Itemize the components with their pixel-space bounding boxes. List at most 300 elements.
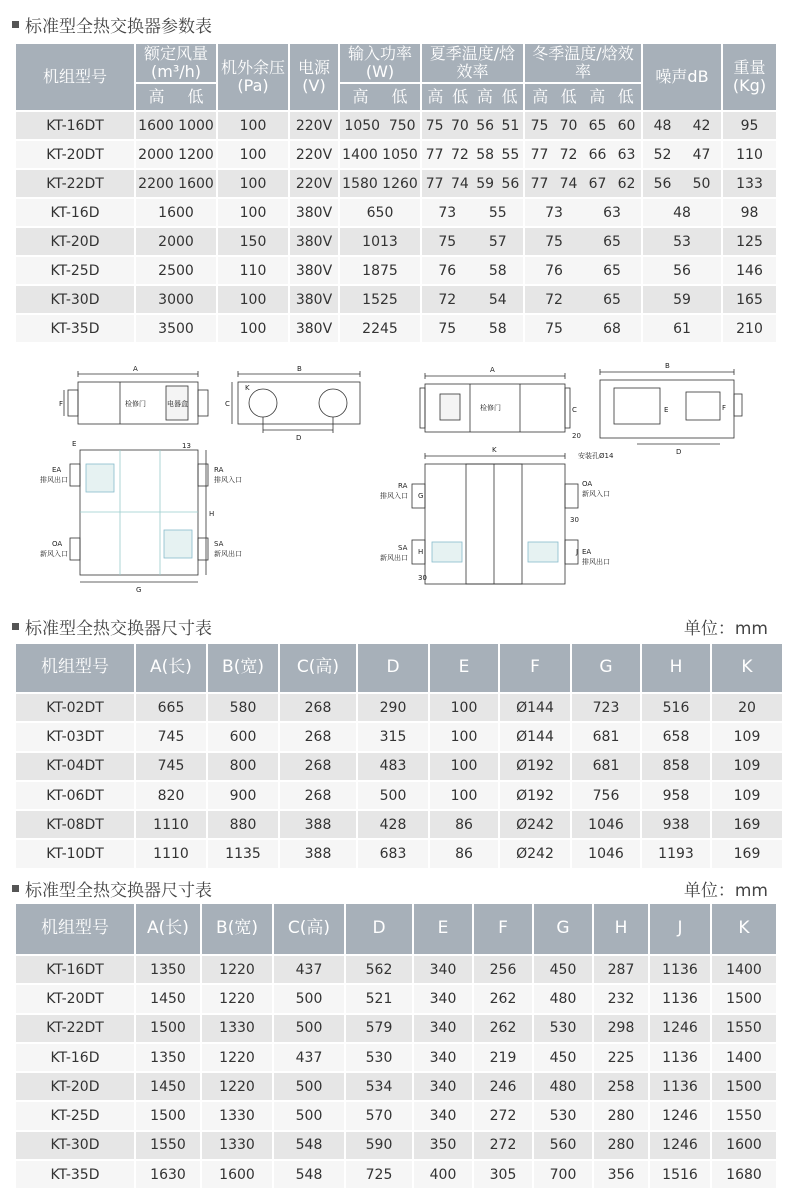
cell-pressure: 100 [217,314,289,343]
label-sa-text: 新风出口 [214,550,242,558]
cell-value: 1600 [138,117,174,134]
cell-value: 70 [559,117,578,134]
header-col-10: K [711,903,777,955]
table-row [15,955,777,984]
cell-value: 66 [588,146,607,163]
cell-value: 745 [135,752,207,781]
cell-value: 1110 [135,839,207,868]
dim-label-g-large: G [418,492,424,500]
dim-label-k-large: K [492,446,497,454]
cell-model: KT-20DT [15,140,135,169]
table-row [15,781,783,810]
subheader-summer [421,83,524,111]
cell-model: KT-08DT [15,810,135,839]
cell-summer [421,140,524,169]
subheader-high: 高 [148,86,165,106]
dims1-title-text: 标准型全热交换器尺寸表 [25,619,212,639]
dims1-table [14,642,784,870]
dim-label-h-large: H [418,548,424,556]
cell-power: 380V [289,256,339,285]
dim-label-c: C [225,400,230,408]
cell-value: 77 [425,175,444,192]
cell-winter [524,285,642,314]
cell-value: 54 [488,291,507,308]
cell-value: 800 [207,752,279,781]
cell-value: 1135 [207,839,279,868]
cell-value: 42 [692,117,711,134]
params-title-text: 标准型全热交换器参数表 [25,17,212,37]
cell-value: 272 [473,1131,533,1160]
label-ea: EA [52,466,62,474]
header-col-1: A(长) [135,643,207,693]
label-ea-text: 排风出口 [40,476,68,484]
cell-power: 220V [289,169,339,198]
dim-label-d: D [296,434,302,442]
subheader-winter [524,83,642,111]
cell-input: 650 [339,198,421,227]
table-row [15,839,783,868]
label-hanger-hole: 安装孔Ø14 [578,452,614,460]
cell-value: 1136 [649,1043,711,1072]
cell-value: 1050 [344,117,381,134]
cell-noise [642,140,722,169]
cell-power: 380V [289,314,339,343]
cell-value: 1220 [201,984,273,1013]
drawing-plan-view-large [412,453,578,584]
cell-value: 356 [593,1160,649,1189]
table-row [15,140,777,169]
table-row [15,1043,777,1072]
header-col-2: B(宽) [207,643,279,693]
cell-value: 400 [413,1160,473,1189]
cell-value: 480 [533,1072,593,1101]
cell-value: 2200 [138,175,174,192]
subheader-low: 低 [187,86,204,106]
cell-input: 1525 [339,285,421,314]
drawing-side-view-large [600,369,742,444]
label-ra-text-large: 排风入口 [380,492,408,500]
label-elec-box: 电器盒 [167,400,188,408]
cell-value: 290 [357,693,429,722]
cell-value: 86 [429,810,499,839]
cell-value: 1600 [201,1160,273,1189]
cell-summer [421,285,524,314]
drawing-front-view-large [420,373,570,432]
dim-label-e: E [72,440,77,448]
cell-value: 1193 [641,839,711,868]
table-row [15,198,777,227]
cell-winter [524,169,642,198]
cell-value: 534 [345,1072,413,1101]
cell-value: 287 [593,955,649,984]
params-section-title [12,12,212,37]
cell-airflow: 2000 [135,227,217,256]
cell-input: 1875 [339,256,421,285]
cell-value: 268 [279,752,357,781]
cell-value: 72 [559,146,578,163]
dims2-section-title [12,876,212,901]
cell-value: 1600 [711,1131,777,1160]
cell-value: 109 [711,752,783,781]
header-col-8: H [641,643,711,693]
cell-model: KT-25D [15,256,135,285]
cell-value: 74 [559,175,578,192]
subheader-high: 高 [532,86,549,106]
cell-value: 1000 [178,117,214,134]
cell-value: 1220 [201,1072,273,1101]
cell-value: 58 [488,320,507,337]
cell-value: 100 [429,722,499,751]
cell-value: 65 [603,262,621,279]
label-access-door: 检修门 [125,400,146,408]
cell-value: 1246 [649,1101,711,1130]
dims2-table [14,902,778,1190]
table-row [15,810,783,839]
label-sa: SA [214,540,224,548]
cell-model: KT-10DT [15,839,135,868]
dim-label-g: G [136,586,142,594]
cell-value: 59 [476,175,495,192]
cell-value: 1500 [135,1014,201,1043]
cell-summer [421,227,524,256]
subheader-input-power [339,83,421,111]
cell-model: KT-03DT [15,722,135,751]
cell-value: 428 [357,810,429,839]
cell-value: 268 [279,693,357,722]
cell-pressure: 150 [217,227,289,256]
dims2-unit: 单位：mm [683,881,768,901]
cell-value: 65 [603,233,621,250]
cell-value: 75 [545,320,563,337]
table-row [15,314,777,343]
cell-input [339,111,421,140]
cell-value: 516 [641,693,711,722]
cell-noise [642,169,722,198]
cell-value: 600 [207,722,279,751]
cell-value: 58 [476,146,495,163]
square-bullet-icon [12,885,19,892]
cell-value: 1136 [649,984,711,1013]
subheader-high: 高 [352,86,369,106]
cell-weight: 98 [722,198,777,227]
cell-value: 340 [413,955,473,984]
cell-value: 340 [413,1043,473,1072]
cell-value: 75 [438,233,457,250]
table-row [15,256,777,285]
table-row [15,1160,777,1189]
cell-value: 77 [530,175,549,192]
label-oa-text: 新风入口 [40,550,68,558]
dim-label-h: H [209,510,215,518]
cell-value: 480 [533,984,593,1013]
cell-airflow: 3500 [135,314,217,343]
header-summer: 夏季温度/焓效率 [421,43,524,83]
cell-model: KT-22DT [15,169,135,198]
cell-value: 1630 [135,1160,201,1189]
cell-value: 1200 [178,146,214,163]
header-col-6: F [473,903,533,955]
subheader-high: 高 [779,86,796,106]
cell-value: 500 [273,1072,345,1101]
subheader-high: 高 [476,86,493,106]
cell-value: 219 [473,1043,533,1072]
cell-value: 109 [711,781,783,810]
cell-value: 1550 [711,1101,777,1130]
cell-input [339,140,421,169]
cell-value: 280 [593,1131,649,1160]
cell-value: 262 [473,1014,533,1043]
cell-model: KT-30D [15,1131,135,1160]
cell-value: 500 [273,984,345,1013]
cell-value: 437 [273,955,345,984]
cell-value: 72 [450,146,469,163]
cell-winter [524,198,642,227]
header-model: 机组型号 [15,43,135,111]
header-col-1: A(长) [135,903,201,955]
cell-value: 74 [450,175,469,192]
cell-value: 725 [345,1160,413,1189]
cell-value: 1046 [571,810,641,839]
cell-value: 75 [545,233,563,250]
cell-value: 258 [593,1072,649,1101]
cell-value: 340 [413,1101,473,1130]
cell-input: 2245 [339,314,421,343]
cell-value: 1330 [201,1131,273,1160]
cell-value: 1450 [135,984,201,1013]
cell-value: 268 [279,781,357,810]
cell-input: 1013 [339,227,421,256]
table-row [15,285,777,314]
label-oa-large: OA [582,480,593,488]
cell-value: 450 [533,955,593,984]
cell-value: 73 [438,204,457,221]
table-row [15,984,777,1013]
label-sa-text-large: 新风出口 [380,554,408,562]
dim-label-f: F [59,400,64,408]
cell-value: 1136 [649,1072,711,1101]
cell-value: 579 [345,1014,413,1043]
cell-model: KT-20D [15,227,135,256]
cell-value: 681 [571,722,641,751]
cell-airflow: 2500 [135,256,217,285]
cell-model: KT-02DT [15,693,135,722]
cell-value: 77 [530,146,549,163]
cell-model: KT-35D [15,1160,135,1189]
cell-value: 548 [273,1160,345,1189]
cell-value: 56 [501,175,520,192]
cell-value: 570 [345,1101,413,1130]
dim-label-j-large: J [576,548,579,556]
cell-value: 756 [571,781,641,810]
cell-winter [524,111,642,140]
table-row [15,693,783,722]
cell-value: 65 [603,291,621,308]
cell-value: 72 [438,291,457,308]
cell-value: 1400 [342,146,378,163]
subheader-low: 低 [452,86,469,106]
cell-value: 500 [273,1101,345,1130]
cell-summer [421,314,524,343]
subheader-low: 低 [617,86,634,106]
cell-value: 56 [653,175,672,192]
header-airflow-label: 额定风量 [143,43,208,63]
cell-value: 47 [692,146,711,163]
cell-value: 232 [593,984,649,1013]
cell-value: 590 [345,1131,413,1160]
cell-model: KT-25D [15,1101,135,1130]
cell-weight: 95 [722,111,777,140]
subheader-airflow [135,83,217,111]
dim-label-b-large: B [665,362,670,370]
dim-label-a-large: A [490,366,495,374]
cell-value: 580 [207,693,279,722]
cell-value: 1500 [711,1072,777,1101]
label-ea-text-large: 排风出口 [582,558,610,566]
cell-airflow: 3000 [135,285,217,314]
cell-value: 530 [533,1101,593,1130]
subheader-low: 低 [560,86,577,106]
cell-model: KT-22DT [15,1014,135,1043]
subheader-low: 低 [795,86,811,106]
header-input-power-unit: (W) [365,62,395,81]
cell-value: 1550 [711,1014,777,1043]
cell-value: 548 [273,1131,345,1160]
cell-value: 521 [345,984,413,1013]
cell-value: 62 [617,175,636,192]
cell-value: 683 [357,839,429,868]
cell-value: 530 [533,1014,593,1043]
label-ra: RA [214,466,224,474]
cell-pressure: 100 [217,198,289,227]
cell-value: 350 [413,1131,473,1160]
cell-value: Ø192 [499,781,571,810]
cell-value: 1260 [382,175,418,192]
cell-value: 65 [588,117,607,134]
header-col-5: E [413,903,473,955]
cell-value: 1220 [201,1043,273,1072]
cell-value: 246 [473,1072,533,1101]
header-col-8: H [593,903,649,955]
cell-value: 256 [473,955,533,984]
cell-value: 1516 [649,1160,711,1189]
cell-summer [421,198,524,227]
cell-value: 723 [571,693,641,722]
cell-weight: 146 [722,256,777,285]
cell-power: 220V [289,111,339,140]
cell-value: 75 [530,117,549,134]
cell-value: 76 [438,262,457,279]
cell-model: KT-16DT [15,111,135,140]
cell-value: Ø192 [499,752,571,781]
cell-model: KT-30D [15,285,135,314]
cell-value: 820 [135,781,207,810]
cell-input [339,169,421,198]
cell-value: 1330 [201,1101,273,1130]
cell-value: 388 [279,839,357,868]
header-model: 机组型号 [15,903,135,955]
cell-value: 745 [135,722,207,751]
subheader-high: 高 [589,86,606,106]
cell-value: Ø144 [499,722,571,751]
cell-value: 700 [533,1160,593,1189]
cell-summer [421,111,524,140]
header-model: 机组型号 [15,643,135,693]
cell-value: 1400 [711,955,777,984]
cell-value: 109 [711,722,783,751]
cell-value: 958 [641,781,711,810]
header-col-3: C(高) [273,903,345,955]
cell-value: 1110 [135,810,207,839]
cell-value: 305 [473,1160,533,1189]
cell-value: 1600 [178,175,214,192]
cell-model: KT-16D [15,198,135,227]
dim-label-d-large: D [676,448,682,456]
cell-airflow [135,140,217,169]
square-bullet-icon [12,21,19,28]
dim-label-f-large: F [722,404,727,412]
cell-value: 1246 [649,1131,711,1160]
label-sa-large: SA [398,544,408,552]
cell-value: 86 [429,839,499,868]
cell-weight: 210 [722,314,777,343]
label-ra-text: 排风入口 [214,476,242,484]
dims2-title-text: 标准型全热交换器尺寸表 [25,881,212,901]
header-weight: 重量(Kg) [722,43,777,111]
dim-label-b: B [297,365,302,373]
cell-value: 20 [711,693,783,722]
cell-weight: 165 [722,285,777,314]
dims1-header-row [15,643,783,693]
cell-value: 225 [593,1043,649,1072]
cell-value: 500 [273,1014,345,1043]
cell-value: 1680 [711,1160,777,1189]
cell-value: 530 [345,1043,413,1072]
cell-power: 380V [289,285,339,314]
cell-value: 280 [593,1101,649,1130]
header-col-7: G [571,643,641,693]
cell-noise: 61 [642,314,722,343]
cell-value: 1246 [649,1014,711,1043]
header-col-4: D [357,643,429,693]
cell-value: 340 [413,984,473,1013]
cell-value: 272 [473,1101,533,1130]
table-row [15,1014,777,1043]
label-ra-large: RA [398,482,408,490]
cell-value: Ø242 [499,839,571,868]
header-col-5: E [429,643,499,693]
subheader-low: 低 [501,86,518,106]
drawing-front-view-small [64,371,208,424]
cell-model: KT-16DT [15,955,135,984]
cell-value: 880 [207,810,279,839]
cell-value: 75 [438,320,457,337]
cell-value: 1350 [135,1043,201,1072]
cell-value: 900 [207,781,279,810]
cell-value: 315 [357,722,429,751]
cell-value: 63 [617,146,636,163]
table-row [15,111,777,140]
cell-winter [524,256,642,285]
cell-value: 1136 [649,955,711,984]
cell-value: 1046 [571,839,641,868]
cell-model: KT-04DT [15,752,135,781]
cell-value: 1450 [135,1072,201,1101]
cell-value: 1500 [135,1101,201,1130]
dims2-header-row [15,903,777,955]
cell-value: 67 [588,175,607,192]
cell-value: 1400 [711,1043,777,1072]
cell-weight: 133 [722,169,777,198]
